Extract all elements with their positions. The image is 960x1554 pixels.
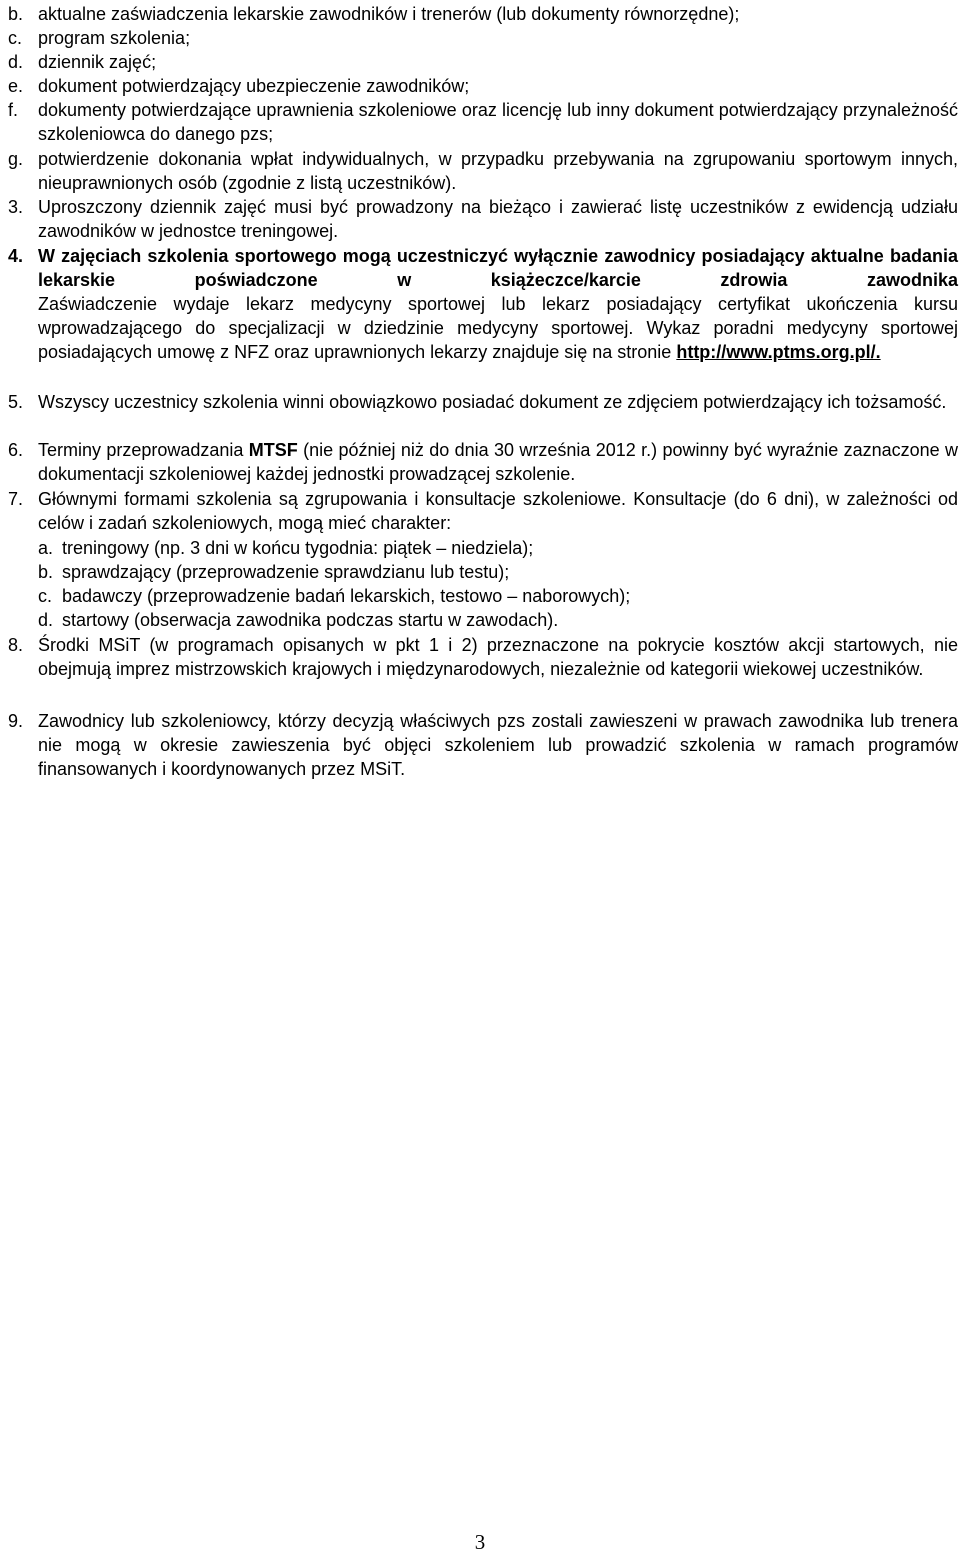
mtsf-term: MTSF: [248, 440, 298, 460]
item-label: g.: [8, 149, 24, 169]
item-text: dokument potwierdzający ubezpieczenie zawodników;: [38, 76, 470, 96]
item-text: Zaświadczenie wydaje lekarz medycyny sportowej lub lekarz posiadający certyfikat ukończenia kursu wprowadzającego do specjalizacji w dziedzinie medycyny sportowej. Wykaz poradni medycyny sportowej posiadających umowę z NFZ oraz uprawnionych lekarzy znajduje się na stronie: [38, 294, 958, 362]
item-label: b.: [38, 562, 54, 582]
page-number: 3: [474, 1530, 486, 1554]
item-label: d.: [38, 610, 54, 630]
item-text-block: [38, 292, 958, 364]
item-label: c.: [8, 28, 23, 48]
item-label: b.: [8, 4, 24, 24]
item-text: Głównymi formami szkolenia są zgrupowania i konsultacje szkoleniowe. Konsultacje (do 6 dni), w zależności od celów i zadań szkoleniowych, mogą mieć charakter:: [38, 489, 958, 533]
item-text: Wszyscy uczestnicy szkolenia winni obowiązkowo posiadać dokument ze zdjęciem potwierdzający ich tożsamość.: [38, 392, 947, 412]
item-label: c.: [38, 586, 53, 606]
item-label: 7.: [8, 489, 24, 509]
item-label: e.: [8, 76, 24, 96]
item-text: aktualne zaświadczenia lekarskie zawodników i trenerów (lub dokumenty równorzędne);: [38, 4, 740, 24]
ptms-link[interactable]: http://www.ptms.org.pl/.: [676, 342, 881, 362]
item-body: [38, 244, 958, 364]
item-text: badawczy (przeprowadzenie badań lekarskich, testowo – naborowych);: [62, 586, 631, 606]
item-label: d.: [8, 52, 24, 72]
item-label: 8.: [8, 635, 24, 655]
item-text: Uproszczony dziennik zajęć musi być prowadzony na bieżąco i zawierać listę uczestników z ewidencją udziału zawodników w jednostce treningowej.: [38, 197, 958, 241]
item-text-block: [38, 438, 958, 486]
item-text: dziennik zajęć;: [38, 52, 157, 72]
item-text: potwierdzenie dokonania wpłat indywidualnych, w przypadku przebywania na zgrupowaniu sportowym innych, nieuprawnionych osób (zgodnie z listą uczestników).: [38, 149, 958, 193]
item-text: sprawdzający (przeprowadzenie sprawdzianu lub testu);: [62, 562, 510, 582]
item-text-after: (nie później niż do dnia 30 września 2012 r.) powinny być wyraźnie zaznaczone w dokumentacji szkoleniowej każdej jednostki prowadzącej szkolenie.: [38, 440, 958, 484]
item-label: 9.: [8, 711, 24, 731]
item-bold-text: W zajęciach szkolenia sportowego mogą uczestniczyć wyłącznie zawodnicy posiadający aktualne badania lekarskie poświadczone w książeczce/karcie zdrowia zawodnika: [38, 246, 958, 290]
item-text: program szkolenia;: [38, 28, 191, 48]
item-text: startowy (obserwacja zawodnika podczas startu w zawodach).: [62, 610, 559, 630]
item-label: 3.: [8, 197, 24, 217]
item-text: dokumenty potwierdzające uprawnienia szkoleniowe oraz licencję lub inny dokument potwierdzający przynależność szkoleniowca do danego pzs;: [38, 100, 958, 144]
item-label: f.: [8, 100, 19, 120]
item-label: 4.: [8, 246, 24, 266]
item-text: Zawodnicy lub szkoleniowcy, którzy decyzją właściwych pzs zostali zawieszeni w prawach zawodnika lub trenera nie mogą w okresie zawieszenia być objęci szkoleniem lub prowadzić szkolenia w ramach programów finansowanych i koordynowanych przez MSiT.: [38, 711, 958, 779]
item-text: Środki MSiT (w programach opisanych w pkt 1 i 2) przeznaczone na pokrycie kosztów akcji startowych, nie obejmują imprez mistrzowskich krajowych i międzynarodowych, niezależnie od kategorii wiekowej uczestników.: [38, 635, 958, 679]
item-label: a.: [38, 538, 54, 558]
item-label: 6.: [8, 440, 24, 460]
item-text-before: Terminy przeprowadzania: [38, 440, 244, 460]
item-text: treningowy (np. 3 dni w końcu tygodnia: piątek – niedziela);: [62, 538, 534, 558]
item-label: 5.: [8, 392, 24, 412]
